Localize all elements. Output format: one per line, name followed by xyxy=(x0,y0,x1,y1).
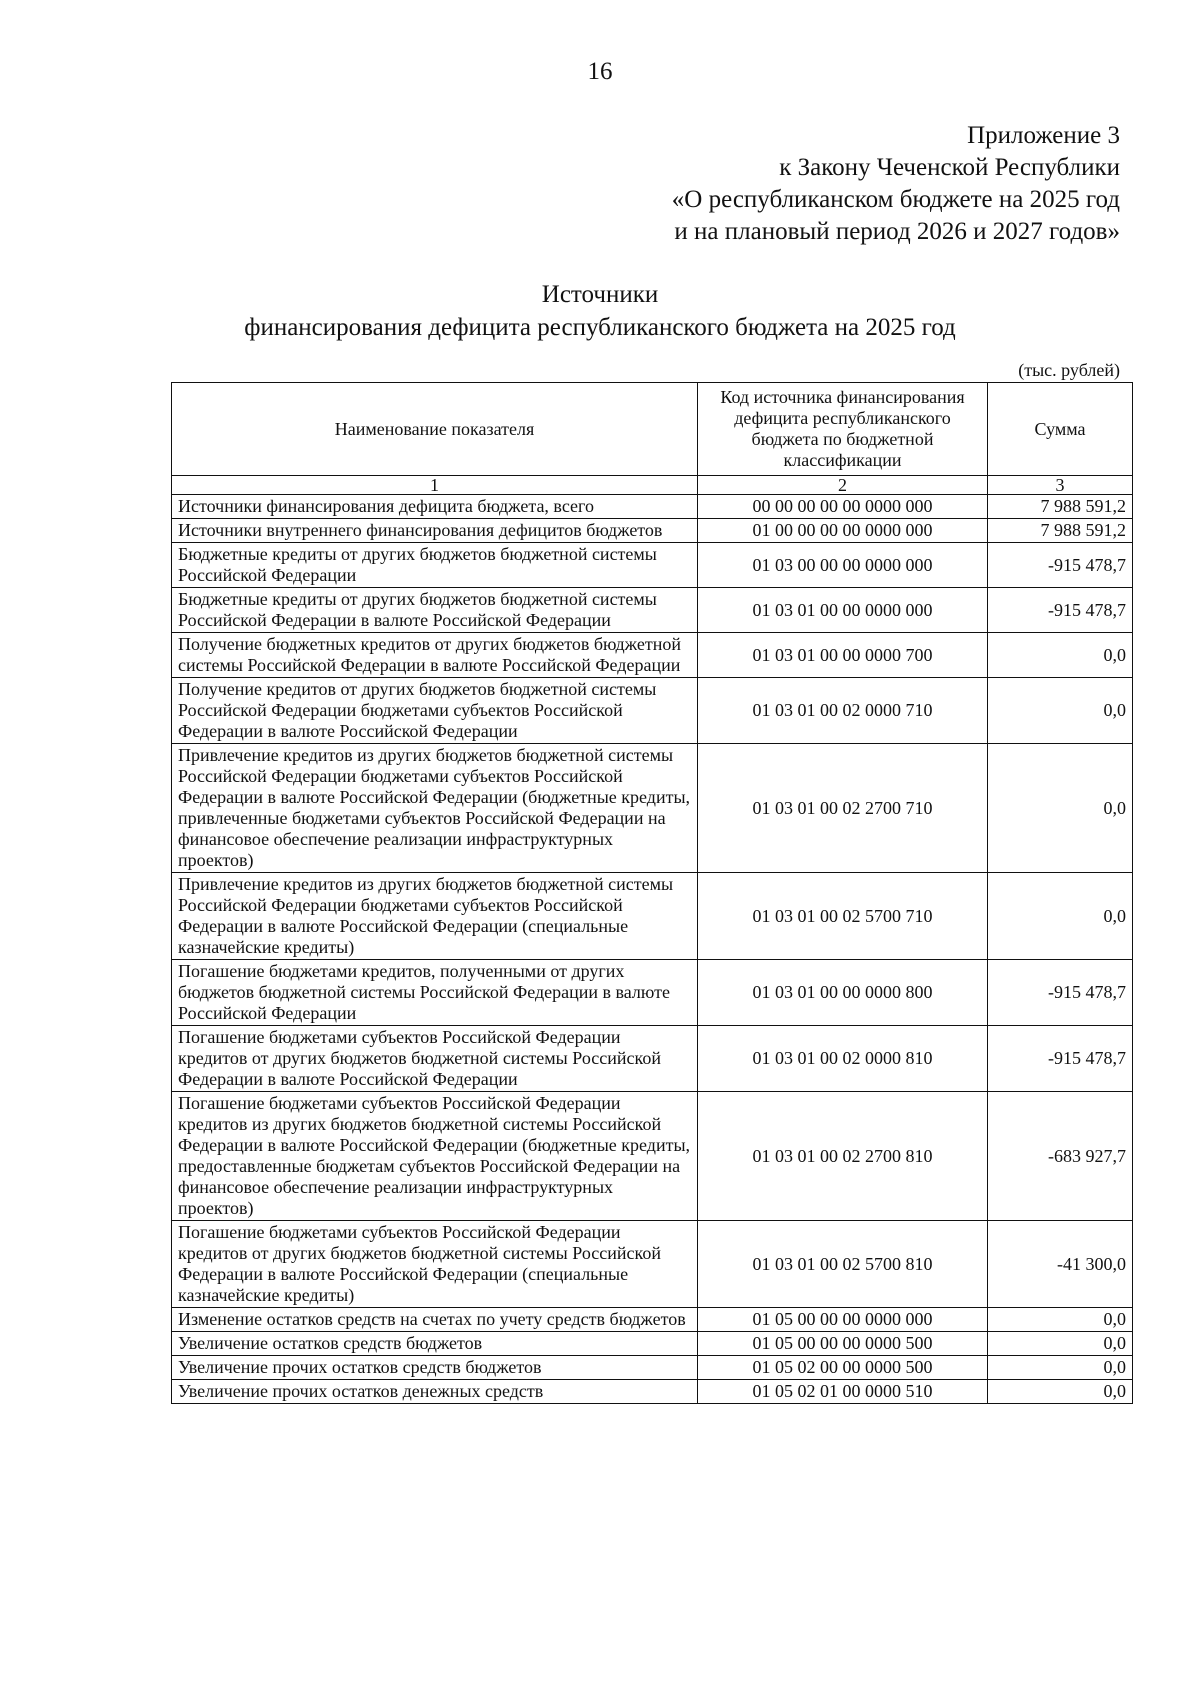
appendix-line-4: и на плановый период 2026 и 2027 годов» xyxy=(674,218,1120,245)
row-name-cell: Источники внутреннего финансирования дефицитов бюджетов xyxy=(172,519,698,543)
table-body xyxy=(172,495,1133,1404)
row-code-cell: 01 03 01 00 00 0000 000 xyxy=(698,588,988,633)
row-code-cell: 01 05 00 00 00 0000 000 xyxy=(698,1308,988,1332)
page-number: 16 xyxy=(587,58,613,85)
table-row xyxy=(172,960,1133,1026)
row-code-cell: 00 00 00 00 00 0000 000 xyxy=(698,495,988,519)
row-sum-cell: 0,0 xyxy=(988,1332,1133,1356)
row-name-cell: Погашение бюджетами субъектов Российской Федерации кредитов из других бюджетов бюджетной системы Российской Федерации в валюте Российской Федерации (бюджетные кредиты, предоставленные бюджетам субъектов Российской Федерации на финансовое обеспечение реализации инфраструктурных проектов) xyxy=(172,1092,698,1221)
header-name: Наименование показателя xyxy=(172,383,698,476)
row-name-cell: Привлечение кредитов из других бюджетов бюджетной системы Российской Федерации бюджетами субъектов Российской Федерации в валюте Российской Федерации (бюджетные кредиты, привлеченные бюджетами субъектов Российской Федерации на финансовое обеспечение реализации инфраструктурных проектов) xyxy=(172,744,698,873)
row-sum-cell: 0,0 xyxy=(988,678,1133,744)
row-name-cell: Источники финансирования дефицита бюджета, всего xyxy=(172,495,698,519)
table-row xyxy=(172,1308,1133,1332)
row-code-cell: 01 03 01 00 02 2700 810 xyxy=(698,1092,988,1221)
row-sum-cell: -915 478,7 xyxy=(988,1026,1133,1092)
table-row xyxy=(172,588,1133,633)
appendix-line-3: «О республиканском бюджете на 2025 год xyxy=(671,186,1120,213)
row-sum-cell: 7 988 591,2 xyxy=(988,519,1133,543)
row-sum-cell: 0,0 xyxy=(988,1308,1133,1332)
row-sum-cell: -915 478,7 xyxy=(988,960,1133,1026)
row-name-cell: Увеличение остатков средств бюджетов xyxy=(172,1332,698,1356)
table-row xyxy=(172,678,1133,744)
table-row xyxy=(172,1221,1133,1308)
document-title-line-1: Источники xyxy=(541,281,659,308)
table-row xyxy=(172,1332,1133,1356)
row-sum-cell: -915 478,7 xyxy=(988,588,1133,633)
row-sum-cell: -41 300,0 xyxy=(988,1221,1133,1308)
row-name-cell: Погашение бюджетами субъектов Российской Федерации кредитов от других бюджетов бюджетной системы Российской Федерации в валюте Российской Федерации xyxy=(172,1026,698,1092)
row-name-cell: Увеличение прочих остатков денежных средств xyxy=(172,1380,698,1404)
row-sum-cell: -915 478,7 xyxy=(988,543,1133,588)
row-code-cell: 01 03 01 00 02 5700 710 xyxy=(698,873,988,960)
column-number: 1 xyxy=(172,476,698,495)
table-row xyxy=(172,1026,1133,1092)
document-title-line-2: финансирования дефицита республиканского бюджета на 2025 год xyxy=(244,314,956,341)
table-row xyxy=(172,1380,1133,1404)
row-name-cell: Получение бюджетных кредитов от других бюджетов бюджетной системы Российской Федерации в валюте Российской Федерации xyxy=(172,633,698,678)
table-row xyxy=(172,1092,1133,1221)
table-row xyxy=(172,495,1133,519)
row-sum-cell: 0,0 xyxy=(988,873,1133,960)
appendix-line-1: Приложение 3 xyxy=(967,122,1120,149)
row-sum-cell: 7 988 591,2 xyxy=(988,495,1133,519)
row-name-cell: Изменение остатков средств на счетах по учету средств бюджетов xyxy=(172,1308,698,1332)
header-sum: Сумма xyxy=(988,383,1133,476)
row-name-cell: Бюджетные кредиты от других бюджетов бюджетной системы Российской Федерации в валюте Российской Федерации xyxy=(172,588,698,633)
row-sum-cell: 0,0 xyxy=(988,633,1133,678)
units-label: (тыс. рублей) xyxy=(1018,360,1120,380)
row-sum-cell: 0,0 xyxy=(988,1356,1133,1380)
row-name-cell: Привлечение кредитов из других бюджетов бюджетной системы Российской Федерации бюджетами субъектов Российской Федерации в валюте Российской Федерации (специальные казначейские кредиты) xyxy=(172,873,698,960)
column-number: 2 xyxy=(698,476,988,495)
table-row xyxy=(172,873,1133,960)
row-code-cell: 01 03 01 00 00 0000 800 xyxy=(698,960,988,1026)
row-code-cell: 01 03 00 00 00 0000 000 xyxy=(698,543,988,588)
table-row xyxy=(172,1356,1133,1380)
row-sum-cell: 0,0 xyxy=(988,1380,1133,1404)
row-sum-cell: -683 927,7 xyxy=(988,1092,1133,1221)
row-code-cell: 01 03 01 00 02 0000 810 xyxy=(698,1026,988,1092)
table-row xyxy=(172,633,1133,678)
row-code-cell: 01 05 02 01 00 0000 510 xyxy=(698,1380,988,1404)
header-code: Код источника финансирования дефицита республиканского бюджета по бюджетной классификации xyxy=(698,383,988,476)
table-header-row xyxy=(172,383,1133,476)
row-name-cell: Погашение бюджетами субъектов Российской Федерации кредитов от других бюджетов бюджетной системы Российской Федерации в валюте Российской Федерации (специальные казначейские кредиты) xyxy=(172,1221,698,1308)
table-row xyxy=(172,543,1133,588)
table-row xyxy=(172,744,1133,873)
deficit-sources-table xyxy=(171,382,1133,1404)
appendix-header xyxy=(672,120,1120,248)
row-name-cell: Бюджетные кредиты от других бюджетов бюджетной системы Российской Федерации xyxy=(172,543,698,588)
document-title xyxy=(0,278,1200,344)
table-row xyxy=(172,519,1133,543)
row-code-cell: 01 03 01 00 00 0000 700 xyxy=(698,633,988,678)
row-code-cell: 01 03 01 00 02 2700 710 xyxy=(698,744,988,873)
column-number-row xyxy=(172,476,1133,495)
row-sum-cell: 0,0 xyxy=(988,744,1133,873)
row-code-cell: 01 03 01 00 02 5700 810 xyxy=(698,1221,988,1308)
column-number: 3 xyxy=(988,476,1133,495)
row-code-cell: 01 05 00 00 00 0000 500 xyxy=(698,1332,988,1356)
row-name-cell: Погашение бюджетами кредитов, полученными от других бюджетов бюджетной системы Российской Федерации в валюте Российской Федерации xyxy=(172,960,698,1026)
row-code-cell: 01 05 02 00 00 0000 500 xyxy=(698,1356,988,1380)
row-code-cell: 01 03 01 00 02 0000 710 xyxy=(698,678,988,744)
row-name-cell: Получение кредитов от других бюджетов бюджетной системы Российской Федерации бюджетами субъектов Российской Федерации в валюте Российской Федерации xyxy=(172,678,698,744)
row-name-cell: Увеличение прочих остатков средств бюджетов xyxy=(172,1356,698,1380)
row-code-cell: 01 00 00 00 00 0000 000 xyxy=(698,519,988,543)
appendix-line-2: к Закону Чеченской Республики xyxy=(779,154,1120,181)
